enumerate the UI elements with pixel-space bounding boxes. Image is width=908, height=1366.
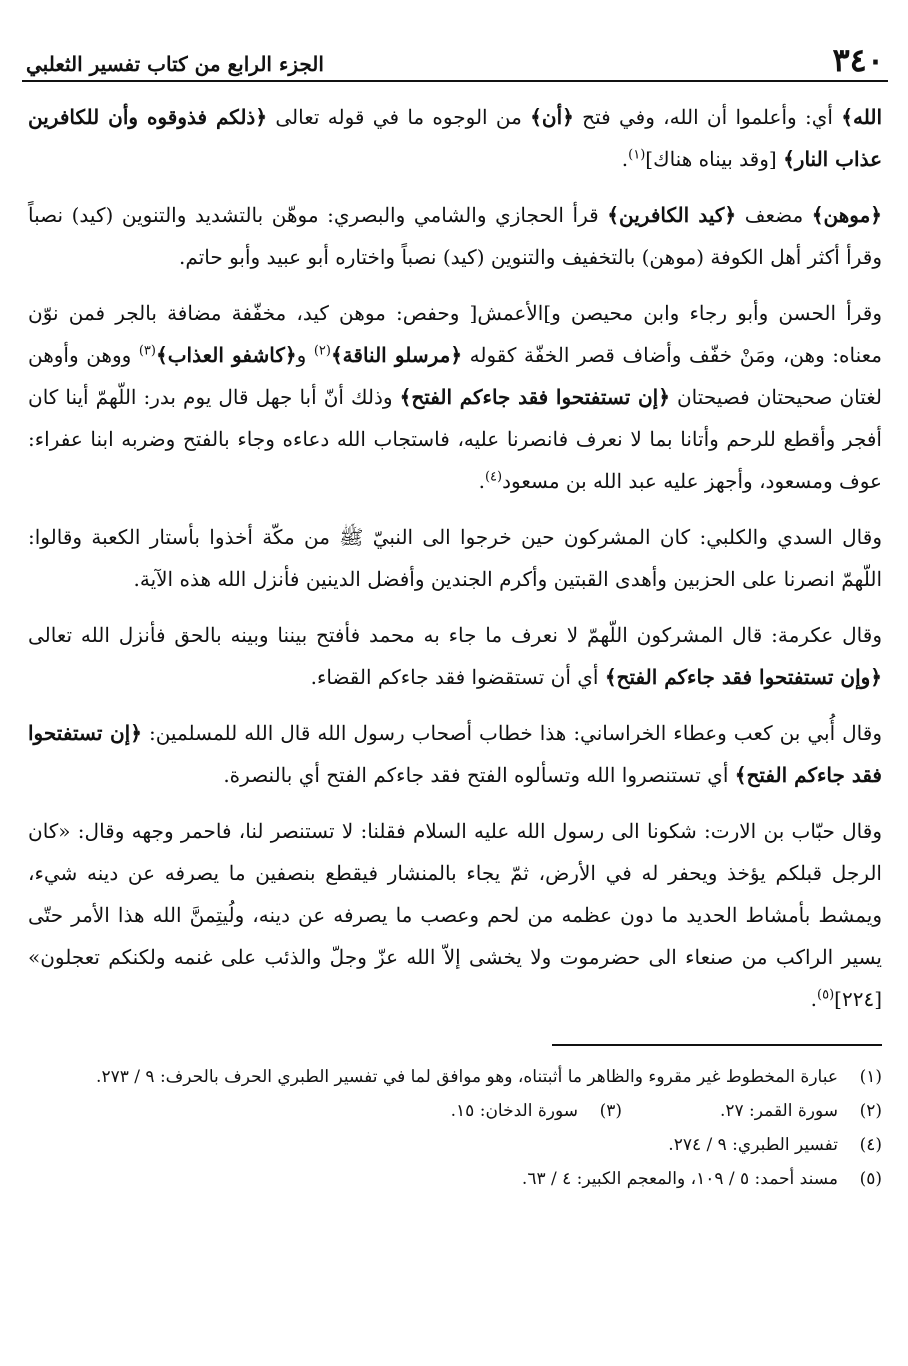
- quran-quote: ﴿موهن﴾: [811, 203, 883, 227]
- text-run: .: [621, 147, 629, 171]
- text-run: وقال حبّاب بن الارت: شكونا الى رسول الله عليه السلام فقلنا: لا تستنصر لنا، فاحمر وجهه وقال: «كان الرجل قبلكم يؤخذ ويحفر له في الأرض، ثمّ يجاء بالمنشار فيقطع بنصفين ما يصرفه عن دينه شيء، ويمشط بأمشاط الحديد ما دون عظمه من لحم وعصب ما يصرفه عن دينه، ولُيتِمنَّ الله هذا الأمر حتّى يسير الراكب من صنعاء الى حضرموت ولا يخشى إلاّ الله عزّ وجلّ والذئب على غنمه ولكنكم تعجلون» [٢٢٤]: [28, 819, 882, 1011]
- footnote-5: [28, 1162, 882, 1196]
- quran-quote: ﴿مرسلو الناقة﴾: [330, 343, 463, 367]
- footnote-row: [28, 1094, 882, 1128]
- paragraph: [22, 712, 888, 796]
- footnote-number: (١): [859, 1067, 882, 1087]
- text-run: وقرأ الحسن وأبو رجاء وابن محيصن و]الأعمش[ وحفص: موهن كيد، مخفّفة مضافة بالجر فمن نوّن معناه: وهن، ومَنْ خفّف وأضاف قصر الخفّة كقوله: [28, 301, 883, 367]
- footnote-ref: (١): [628, 147, 646, 163]
- footnote-1: [28, 1060, 882, 1094]
- footnote-text: عبارة المخطوط غير مقروء والظاهر ما أثبتناه، وهو موافق لما في تفسير الطبري الحرف بالحرف: ٩ / ٢٧٣.: [96, 1067, 838, 1087]
- footnote-2: [622, 1094, 882, 1128]
- footnote-ref: (٤): [484, 469, 503, 485]
- footnote-text: سورة الدخان: ١٥.: [450, 1101, 578, 1121]
- paragraph: [22, 614, 888, 698]
- footnote-divider: [552, 1044, 882, 1046]
- footnote-ref: (٥): [817, 987, 835, 1003]
- footnote-text: مسند أحمد: ٥ / ١٠٩، والمعجم الكبير: ٤ / ٦٣.: [521, 1169, 838, 1189]
- quran-quote: ﴿أن﴾: [530, 105, 574, 129]
- quran-quote: ﴿كاشفو العذاب﴾: [155, 343, 297, 367]
- text-run: .: [810, 987, 817, 1011]
- text-run: [وقد بيناه هناك]: [645, 147, 784, 171]
- paragraph: [22, 516, 888, 600]
- page-number: ٣٤٠: [832, 41, 884, 79]
- footnote-number: (٤): [859, 1135, 882, 1155]
- running-title: الجزء الرابع من كتاب تفسير الثعلبي: [26, 52, 324, 76]
- text-run: وقال أُبي بن كعب وعطاء الخراساني: هذا خطاب أصحاب رسول الله قال الله للمسلمين:: [141, 721, 882, 745]
- text-run: أي أن تستقضوا فقد جاءكم القضاء.: [310, 665, 605, 689]
- text-run: ووهن وأوهن لغتان صحيحتان فصيحتان: [28, 343, 883, 409]
- footnote-4: [28, 1128, 882, 1162]
- quran-quote: ﴿إن تستفتحوا فقد جاءكم الفتح﴾: [28, 721, 882, 787]
- text-run: وقال السدي والكلبي: كان المشركون حين خرجوا الى النبيّ ﷺ من مكّة أخذوا بأستار الكعبة وقالوا: اللّهمّ انصرنا على الحزبين وأهدى القبتين وأكرم الجندين وأفضل الدينين فأنزل الله هذه الآية.: [28, 525, 882, 591]
- text-run: وقال عكرمة: قال المشركون اللّهمّ لا نعرف ما جاء به محمد فأفتح بيننا وبينه بالحق فأنزل الله تعالى: [28, 623, 882, 647]
- quran-quote: ﴿كيد الكافرين﴾: [607, 203, 737, 227]
- paragraph: [22, 194, 888, 278]
- text-run: من الوجوه ما في قوله تعالى: [267, 105, 531, 129]
- text-run: أي تستنصروا الله وتسألوه الفتح فقد جاءكم الفتح أي بالنصرة.: [223, 763, 735, 787]
- quran-quote: الله﴾: [841, 105, 882, 129]
- text-run: مضعف: [736, 203, 812, 227]
- footnote-text: سورة القمر: ٢٧.: [719, 1101, 838, 1121]
- footnote-number: (٢): [859, 1101, 882, 1121]
- footnotes: [22, 1060, 888, 1196]
- footnote-3: [362, 1094, 622, 1128]
- quran-quote: ﴿إن تستفتحوا فقد جاءكم الفتح﴾: [399, 385, 670, 409]
- page-header: [22, 38, 888, 82]
- paragraph: [22, 96, 888, 180]
- footnote-ref: (٢): [313, 343, 331, 359]
- footnote-ref: (٣): [138, 343, 156, 359]
- main-text: [22, 96, 888, 1020]
- quran-quote: ﴿ذلكم فذوقوه وأن للكافرين عذاب النار﴾: [28, 105, 882, 171]
- text-run: و: [296, 343, 314, 367]
- footnote-number: (٥): [859, 1169, 882, 1189]
- text-run: .: [478, 469, 485, 493]
- book-page: [22, 38, 888, 1196]
- quran-quote: ﴿وإن تستفتحوا فقد جاءكم الفتح﴾: [604, 665, 882, 689]
- text-run: قرأ الحجازي والشامي والبصري: موهّن بالتشديد والتنوين (كيد) نصباً وقرأ أكثر أهل الكوفة (موهن) بالتخفيف والتنوين (كيد) نصباً واختاره أبو عبيد وأبو حاتم.: [28, 203, 882, 269]
- text-run: وذلك أنّ أبا جهل قال يوم بدر: اللّهمّ أينا كان أفجر وأقطع للرحم وأتانا بما لا نعرف فانصرنا عليه، فاستجاب الله دعاءه وجاء بالفتح وضربه ابنا عفراء: عوف ومسعود، وأجهز عليه عبد الله بن مسعود: [28, 385, 882, 493]
- footnote-number: (٣): [599, 1101, 622, 1121]
- footnote-text: تفسير الطبري: ٩ / ٢٧٤.: [668, 1135, 838, 1155]
- text-run: أي: وأعلموا أن الله، وفي فتح: [573, 105, 842, 129]
- paragraph: [22, 810, 888, 1020]
- paragraph: [22, 292, 888, 502]
